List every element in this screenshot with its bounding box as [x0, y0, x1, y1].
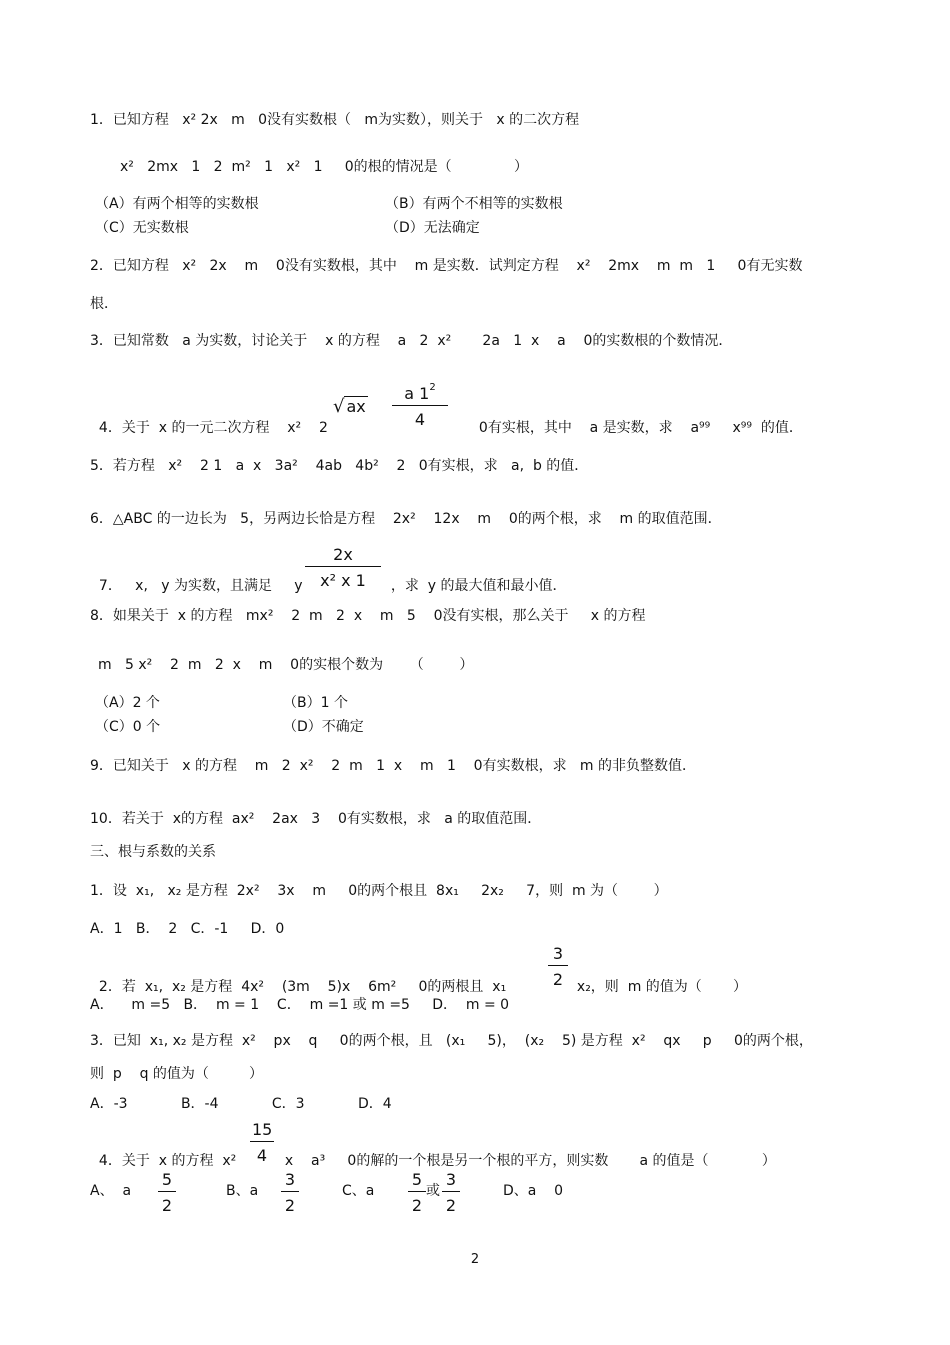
sqrt-ax: √ ax: [333, 396, 366, 417]
line-q8b: （B）1 个: [283, 695, 348, 711]
line-q8a: （A）2 个: [95, 695, 160, 711]
line-q2: 2．已知方程 x² 2x m 0没有实数根，其中 m 是实数．试判定方程 x² 2mx m m 1 0有无实数: [90, 258, 803, 274]
page-number: 2: [470, 1252, 480, 1267]
r4-option-a: A、 a: [90, 1183, 132, 1199]
line-q3: 3．已知常数 a 为实数，讨论关于 x 的方程 a 2 x² 2a 1 x a 0的实数根的个数情况．: [90, 333, 733, 349]
q4-post: 0有实根，其中 a 是实数，求 a⁹⁹ x⁹⁹ 的值．: [478, 420, 803, 436]
line-r3b: 则 p q 的值为（ ）: [90, 1066, 263, 1082]
line-q1a: （A）有两个相等的实数根: [95, 196, 259, 212]
line-q8c: （C）0 个: [95, 719, 161, 735]
r4-option-c-frac1: $\frac{5}{2}$: [408, 1170, 426, 1215]
r4-option-c-frac2: $\frac{3}{2}$: [442, 1170, 460, 1215]
root-question-4: 4．关于 x 的方程 x²: [98, 1153, 237, 1169]
r2-fraction: $\frac{3}{2}$: [548, 944, 568, 989]
line-r1o: A．1 B． 2 C．-1 D．0: [90, 921, 285, 937]
line-q10: 10．若关于 x的方程 ax² 2ax 3 0有实数根，求 a 的取值范围．: [90, 811, 542, 827]
line-q9: 9．已知关于 x 的方程 m 2 x² 2 m 1 x m 1 0有实数根，求 m 的非负整数值．: [90, 758, 697, 774]
line-q2b: 根．: [90, 296, 118, 312]
q4-pre: 4．关于 x 的一元二次方程 x² 2: [98, 420, 328, 436]
line-r2o: A． m =5 B． m = 1 C． m =1 或 m =5 D． m = 0: [90, 997, 510, 1013]
line-q8: 8．如果关于 x 的方程 mx² 2 m 2 x m 5 0没有实根，那么关于 x 的方程: [90, 608, 646, 624]
line-r1: 1．设 x₁, x₂ 是方程 2x² 3x m 0的两个根且 8x₁ 2x₂ 7，则 m 为（ ）: [90, 883, 668, 899]
line-r3: 3．已知 x₁, x₂ 是方程 x² px q 0的两个根，且 (x₁ 5)， (x₂ 5) 是方程 x² qx p 0的两个根，: [90, 1033, 813, 1049]
line-q8d: （D）不确定: [283, 719, 364, 735]
line-q6: 6．△ABC 的一边长为 5，另两边长恰是方程 2x² 12x m 0的两个根，求 m 的取值范围．: [90, 511, 722, 527]
r4-post: x a³ 0的解的一个根是另一个根的平方，则实数 a 的值是（ ）: [284, 1153, 776, 1169]
r4-option-d: D、a 0: [503, 1183, 564, 1199]
r4-option-b-frac: $\frac{3}{2}$: [281, 1170, 299, 1215]
question-7: 7． x, y 为实数，且满足 y: [98, 578, 303, 594]
question-4: [90, 398, 328, 438]
q4-fraction: $\frac{a 1^2}{4}$: [392, 384, 448, 429]
q7-fraction: $\frac{2x}{\text{x² x 1}}$: [305, 545, 381, 590]
line-q8eq: m 5 x² 2 m 2 x m 0的实根个数为 （ ）: [98, 657, 474, 673]
root-question-2: 2．若 x₁, x₂ 是方程 4x² (3m 5)x 6m² 0的两根且 x₁: [98, 979, 507, 995]
line-q1: 1．已知方程 x² 2x m 0没有实数根（ m为实数），则关于 x 的二次方程: [90, 112, 580, 128]
line-q5: 5．若方程 x² 2 1 a x 3a² 4ab 4b² 2 0有实根，求 a, b 的值．: [90, 458, 589, 474]
q7-post: ，求 y 的最大值和最小值．: [390, 578, 567, 594]
r4-option-b: B、a: [226, 1183, 259, 1199]
r4-option-c: C、a: [342, 1183, 375, 1199]
line-q1eq: x² 2mx 1 2 m² 1 x² 1 0的根的情况是（ ）: [120, 159, 528, 175]
r4-option-a-frac: $\frac{5}{2}$: [158, 1170, 176, 1215]
r2-post: x₂，则 m 的值为（ ）: [576, 979, 747, 995]
r4-fraction: $\frac{15}{4}$: [252, 1120, 273, 1165]
line-q1b: （B）有两个不相等的实数根: [385, 196, 563, 212]
line-r3o: A．-3 B．-4 C．3 D．4: [90, 1096, 392, 1112]
line-sec3: 三、根与系数的关系: [90, 844, 216, 860]
line-q1c: （C）无实数根: [95, 220, 189, 236]
line-q1d: （D）无法确定: [385, 220, 480, 236]
r4-option-c-or: 或: [426, 1183, 440, 1199]
